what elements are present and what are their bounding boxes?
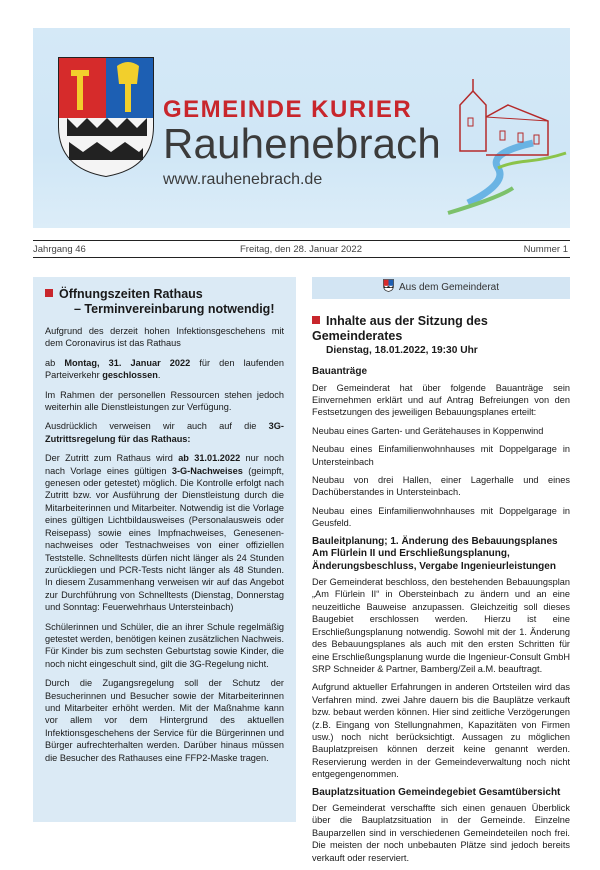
right-paragraph: Der Gemeinderat beschloss, den bestehenden Bebauungsplan „Am Flürlein II“ in Obersteinbach zu ändern und an eine neuzeitliche Bauweise anzupassen. Gleichzeitig soll dieses Baugebiet erschlossen werden. Hierzu ist eine Erschließungsplanung notwendig. Sowohl mit der 1. Änderung des Bebauungsplanes als auch mit den ersten Schritten für eine Erschließungsplanung wurde die Ingenieur-Consult GmbH SRP Schneider & Partner, Bamberg/Zeil a.M. beauftragt.	[312, 577, 570, 674]
issue-bar	[33, 240, 570, 258]
left-paragraph: Durch die Zugangsregelung soll der Schutz der Besucherinnen und Besucher sowie der Mitarbeiterinnen und Mitarbeiter erhöht werden. Mit der Maßnahme kann vor allem vor dem Hintergrund des aktuellen Infektionsgeschehens der Service für die Bürgerinnen und Bürger aufrechterhalten werden. Darüber hinaus müssen die Besucher des Rathauses eine FFP2-Maske tragen.	[45, 678, 284, 763]
section-title: Bauanträge	[312, 366, 368, 377]
masthead-url[interactable]: www.rauhenebrach.de	[163, 171, 323, 188]
masthead-title: GEMEINDE KURIER	[163, 96, 413, 123]
right-paragraph: Neubau eines Garten- und Gerätehauses in Koppenwind	[312, 425, 544, 436]
issue-date: Freitag, den 28. Januar 2022	[240, 244, 363, 255]
municipal-crest-icon	[57, 56, 155, 178]
right-paragraph: Neubau eines Einfamilienwohnhauses mit Doppelgarage in Geusfeld.	[312, 505, 570, 529]
right-article-subheading: Dienstag, 18.01.2022, 19:30 Uhr	[326, 345, 478, 356]
red-square-icon	[312, 316, 320, 324]
section-title: Bauleitplanung; 1. Änderung des Bebauungsplanes Am Flürlein II und Erschließungsplanung, Änderungsbeschluss, Vergabe Ingenieurleistungen	[312, 535, 558, 572]
rubric-label: Aus dem Gemeinderat	[398, 282, 500, 293]
right-article-heading: Inhalte aus der Sitzung des Gemeinderates	[312, 314, 488, 343]
issue-volume: Jahrgang 46	[33, 244, 86, 255]
left-article-subheading: – Terminvereinbarung notwendig!	[74, 302, 275, 316]
right-paragraph: Neubau von drei Hallen, einer Lagerhalle und eines Dachüberstandes in Untersteinbach.	[312, 474, 570, 498]
masthead-banner	[33, 28, 570, 228]
church-illustration-icon	[438, 73, 568, 223]
right-paragraph: Neubau eines Einfamilienwohnhauses mit Doppelgarage in Untersteinbach	[312, 444, 570, 467]
right-paragraph: Aufgrund aktueller Erfahrungen in anderen Ortsteilen wird das Verfahren mind. zwei Jahre dauern bis die Bauplätze verkauft bzw. bebaut werden können. Hier sind zeitliche Verzögerungen (z.B. Eingang von Stellungnahmen, Kapazitäten von Firmen usw.) noch nicht berücksichtigt. Aussagen zu möglichen Bauplatzpreisen können derzeit keine genannt werden. Reservierung werden in der Gemeindeverwaltung noch nicht entgegengenommen.	[312, 682, 570, 780]
section-title: Bauplatzsituation Gemeindegebiet Gesamtübersicht	[312, 786, 561, 798]
left-article-heading: Öffnungszeiten Rathaus	[45, 287, 284, 302]
left-paragraph: Aufgrund des derzeit hohen Infektionsgeschehens mit dem Coronavirus ist das Rathaus	[45, 326, 284, 349]
red-square-icon	[45, 289, 53, 297]
masthead-municipality: Rauhenebrach	[163, 120, 441, 167]
left-paragraph: Ausdrücklich verweisen wir auch auf die 3G-Zutrittsregelung für das Rathaus:	[45, 421, 284, 444]
right-paragraph: Der Gemeinderat verschaffte sich einen genauen Überblick über die Bauplatzsituation in der Gemeinde. Einzelne Bauparzellen sind in verschiedenen Gemeindeteilen noch frei. Die meisten der noch unbebauten Plätze sind jedoch bereits verkauft oder reserviert.	[312, 803, 570, 863]
rubric-banner	[312, 277, 570, 299]
right-article	[312, 314, 570, 870]
issue-number: Nummer 1	[523, 244, 568, 255]
left-paragraph: Der Zutritt zum Rathaus wird ab 31.01.2022 nur noch nach Vorlage eines gültigen 3-G-Nachweises (geimpft, genesen oder getestet) möglich. Die Kontrolle erfolgt nach Zutritt bzw. vor Ausführung der Dienstleistung durch die Mitarbeiterinnen und Mitarbeiter. Notwendig ist die Vorlage eines gültigen Lichtbildausweises (Personalausweis oder Reisepass) sowie eines Impfnachweises, Genesenen- nachweises oder Testnachweises von einer offiziellen Teststelle. Schnelltests dürfen nicht länger als 24 Stunden zurückliegen und PCR-Tests nicht länger als 48 Stunden. In diesem Zusammenhang verweisen wir auf das Angebot zur Durchführung von Schnelltests (Dienstag, Donnerstag und Sonntag: Feuerwehrhaus Untersteinbach)	[45, 453, 284, 613]
left-paragraph: Schülerinnen und Schüler, die an ihrer Schule regelmäßig getestet werden, benötigen keinen zusätzlichen Nachweis. Für Kinder bis zum sechsten Geburtstag sowie Kinder, die noch nicht eingeschult sind, gilt die 3G-Regelung nicht.	[45, 621, 284, 669]
left-article-box	[33, 277, 296, 822]
left-paragraph: ab Montag, 31. Januar 2022 für den laufenden Parteiverkehr geschlossen.	[45, 357, 284, 381]
crest-small-icon	[383, 279, 394, 292]
right-paragraph: Der Gemeinderat hat über folgende Bauanträge sein Einvernehmen erklärt und auf Antrag Befreiungen von den Festsetzungen des jeweiligen Bebauungsplanes erteilt:	[312, 382, 570, 418]
left-paragraph: Im Rahmen der personellen Ressourcen stehen jedoch weiterhin alle Dienstleistungen zur Verfügung.	[45, 389, 284, 413]
